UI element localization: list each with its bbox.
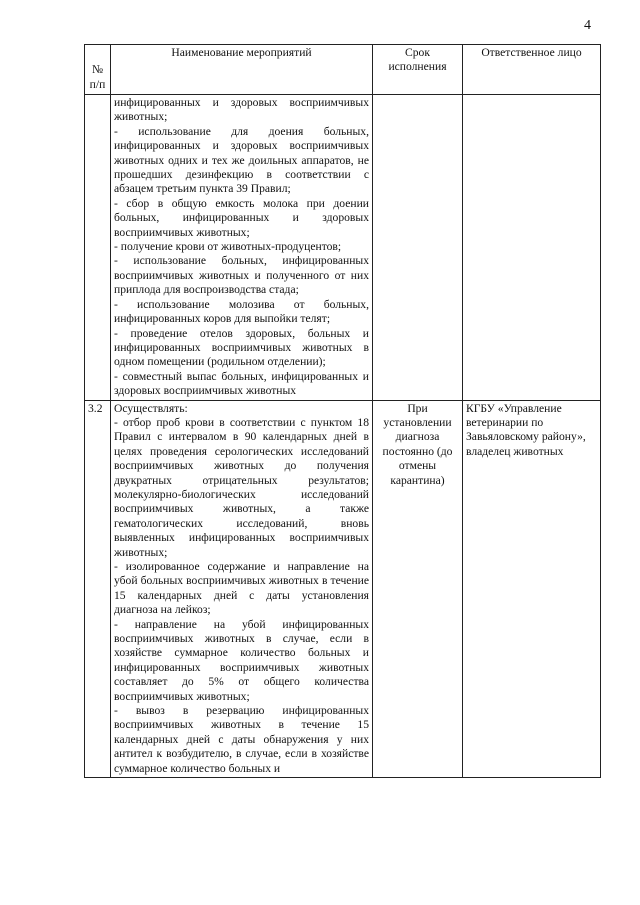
row-measures xyxy=(111,95,373,401)
row-term: При установлении диагноза постоянно (до отмены карантина) xyxy=(373,400,463,778)
header-name: Наименование мероприятий xyxy=(111,45,373,95)
measure-item: Осуществлять: xyxy=(114,401,188,415)
page-number: 4 xyxy=(584,18,591,33)
measure-item: - использование молозива от больных, инфицированных коров для выпойки телят; xyxy=(114,297,369,326)
measure-item: - совместный выпас больных, инфицированных и здоровых восприимчивых животных xyxy=(114,369,369,398)
measure-item: - направление на убой инфицированных восприимчивых животных в случае, если в хозяйстве суммарное количество больных и инфицированных восприимчивых животных составляет до 5% от общего количества восприимчивых животных; xyxy=(114,617,369,703)
measure-item: - использование для доения больных, инфицированных и здоровых восприимчивых животных одних и тех же доильных аппаратов, не прошедших дезинфекцию в соответствии с абзацем третьим пункта 39 Правил; xyxy=(114,124,369,196)
row-measures xyxy=(111,400,373,778)
measure-item: - отбор проб крови в соответствии с пунктом 18 Правил с интервалом в 90 календарных дней в целях проведения серологических исследований восприимчивых животных до получения двукратных отрицательных результатов; молекулярно-биологических исследований восприимчивых животных, а также гематологических исследований, вновь выявленных инфицированных восприимчивых животных; xyxy=(114,415,369,559)
measure-item: - проведение отелов здоровых, больных и инфицированных восприимчивых животных в одном помещении (родильном отделении); xyxy=(114,326,369,369)
row-responsible: КГБУ «Управление ветеринарии по Завьяловскому району», владелец животных xyxy=(463,400,601,778)
table-row xyxy=(85,400,601,778)
measure-item: - использование больных, инфицированных восприимчивых животных и полученного от них приплода для воспроизводства стада; xyxy=(114,254,369,297)
measures-table xyxy=(84,44,601,778)
header-term: Срок исполнения xyxy=(373,45,463,95)
row-responsible xyxy=(463,95,601,401)
row-number: 3.2 xyxy=(85,400,111,778)
header-responsible: Ответственное лицо xyxy=(463,45,601,95)
measure-item: - сбор в общую емкость молока при доении больных, инфицированных и здоровых восприимчивых животных; xyxy=(114,196,369,239)
measure-item: - изолированное содержание и направление на убой больных восприимчивых животных в течение 15 календарных дней с даты установления диагноза на лейкоз; xyxy=(114,560,369,617)
measure-item: инфицированных и здоровых восприимчивых животных; xyxy=(114,96,369,124)
row-term xyxy=(373,95,463,401)
measure-item: - вывоз в резервацию инфицированных восприимчивых животных в течение 15 календарных дней с даты обнаружения у них антител к возбудителю, в случае, если в хозяйстве суммарное количество больных и xyxy=(114,704,369,775)
table-header-row xyxy=(85,45,601,95)
row-number xyxy=(85,95,111,401)
header-num: № п/п xyxy=(85,45,111,95)
table-row xyxy=(85,95,601,401)
measure-item: - получение крови от животных-продуцентов; xyxy=(114,240,342,254)
